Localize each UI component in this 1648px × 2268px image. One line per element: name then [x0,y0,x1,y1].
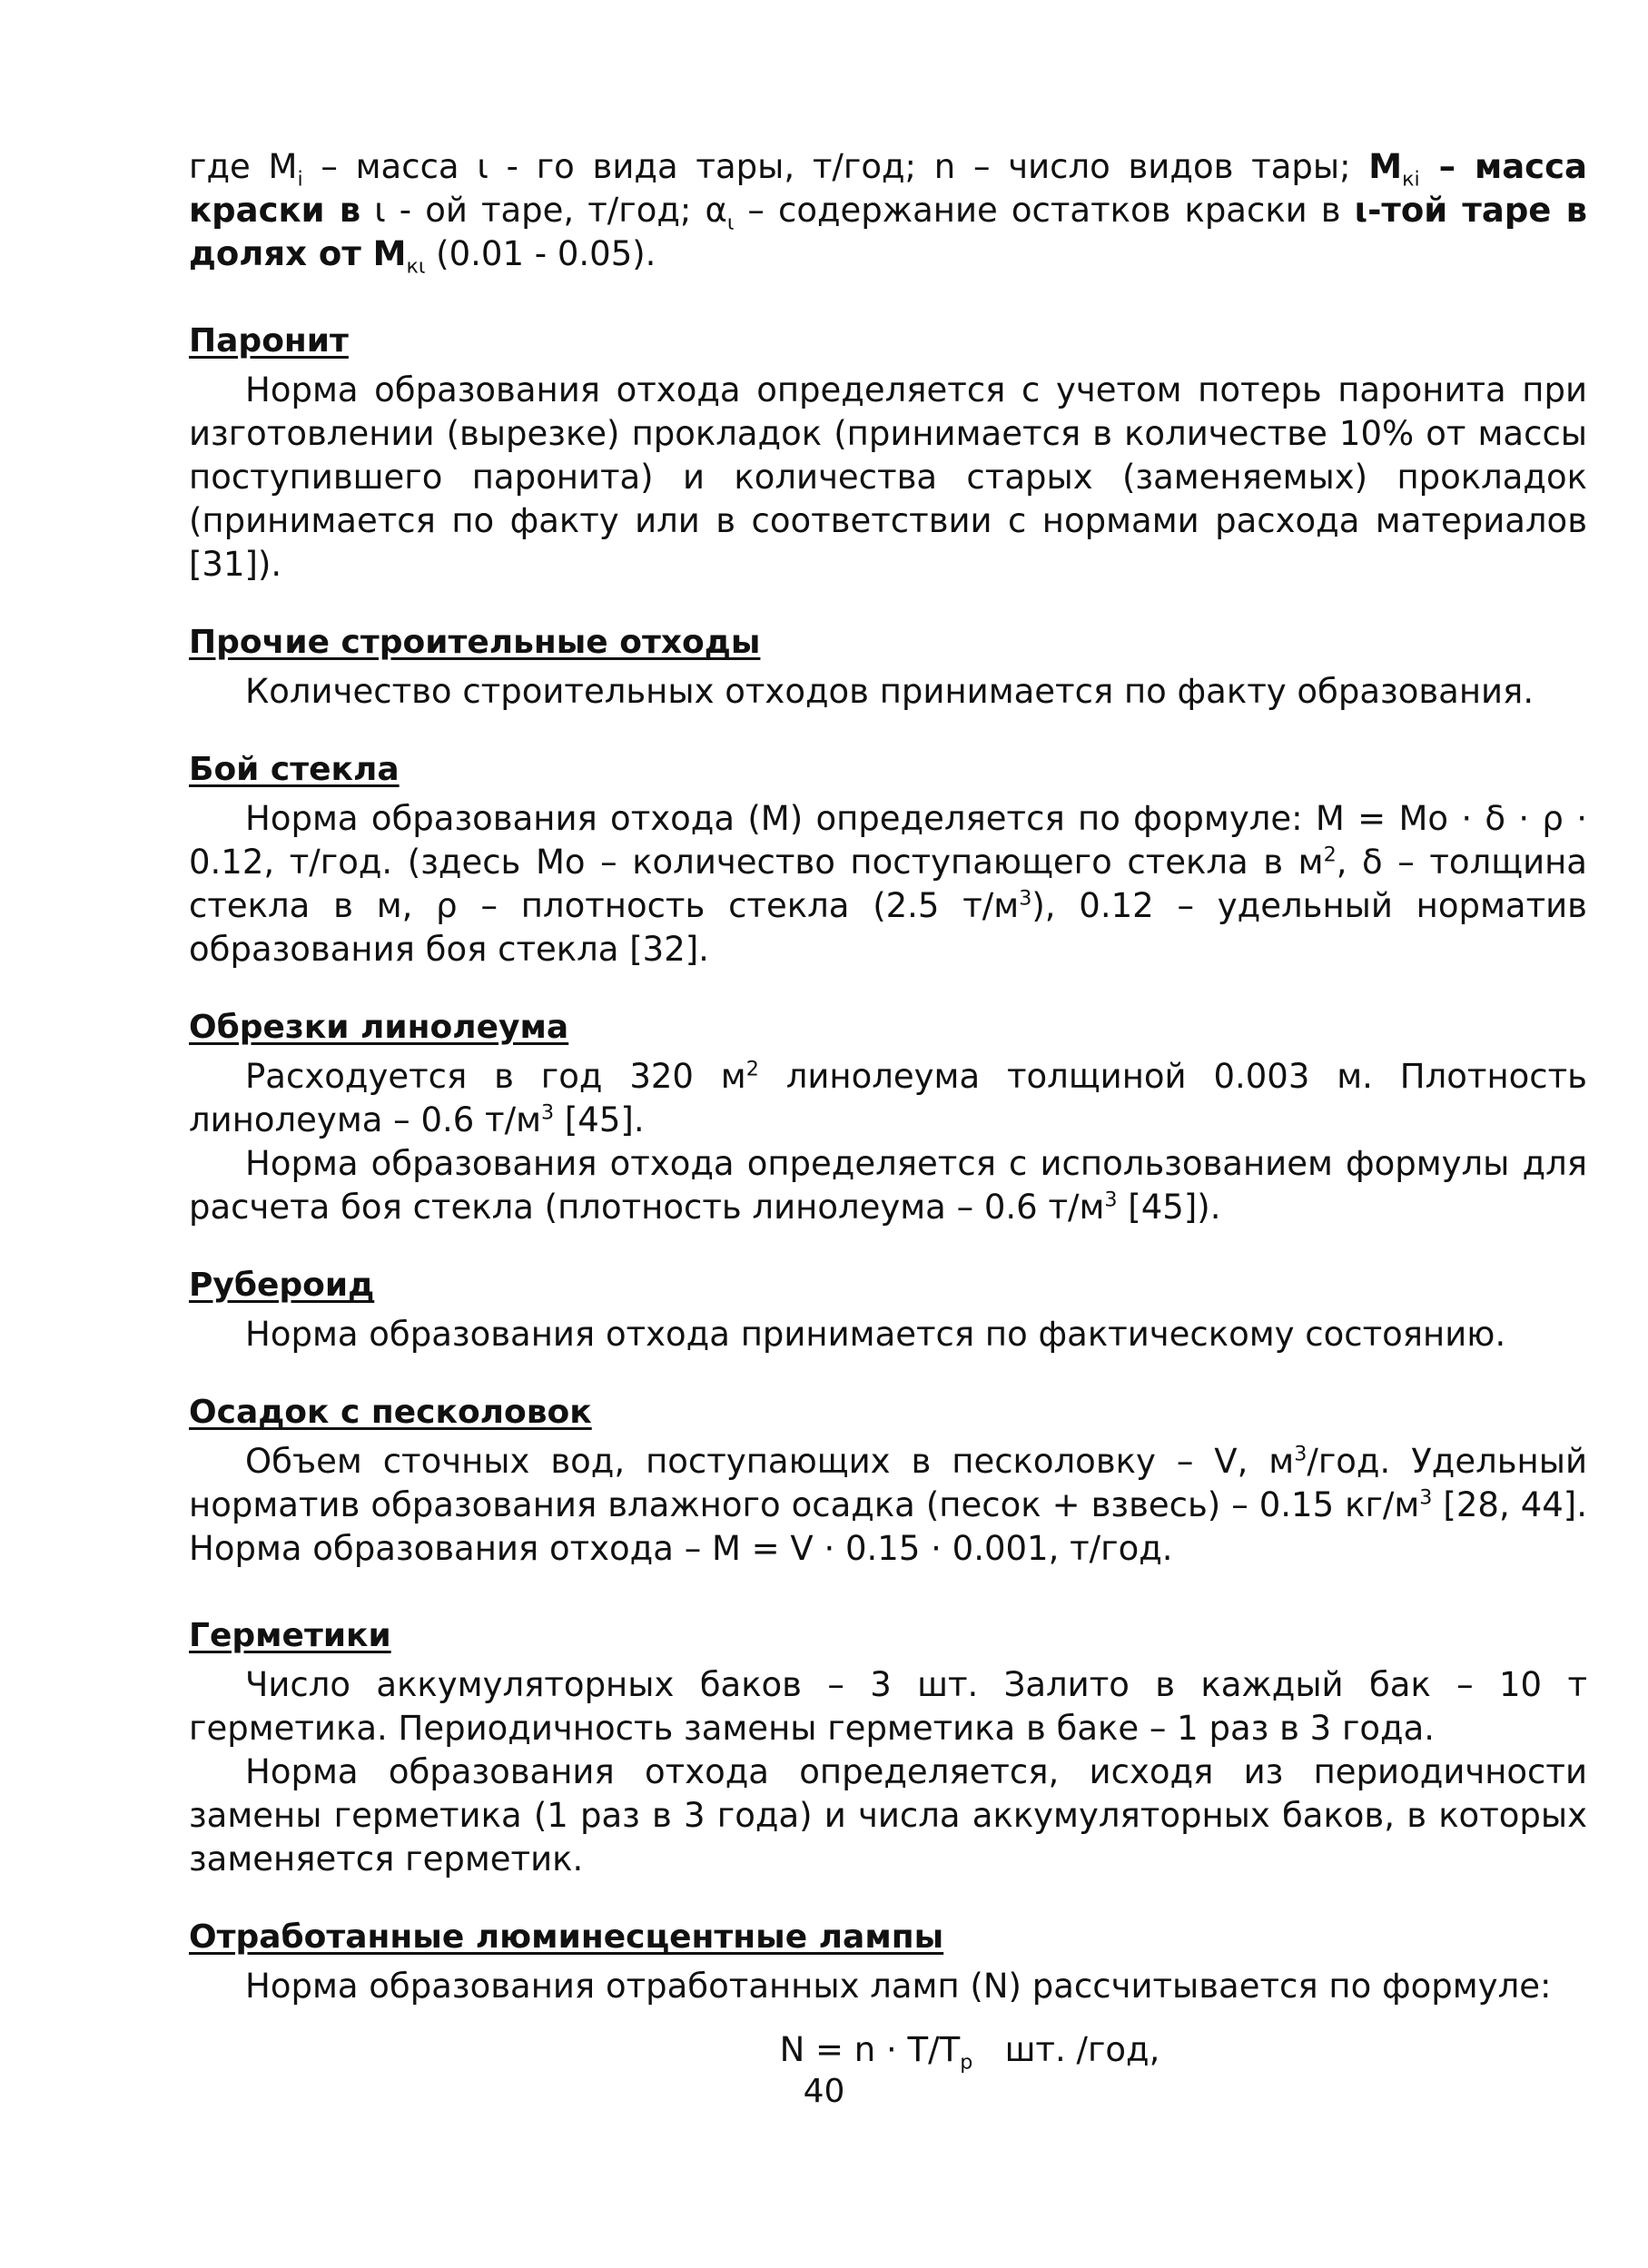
formula-unit: шт. /год, [972,2030,1160,2069]
section-text-ruberoid: Норма образования отхода принимается по фактическому состоянию. [245,1315,1506,1354]
section-title-linoleum: Обрезки линолеума [189,1009,569,1046]
section-text-sealants-1: Число аккумуляторных баков – 3 шт. Залито в каждый бак – 10 т герметика. Периодичность замены герметика в баке – 1 раз в 3 года. [189,1665,1587,1748]
section-title-paronit: Паронит [189,322,349,360]
subscript: ι [726,211,735,235]
section-text-sediment [189,1440,1587,1571]
linoleum-text: [45]. [554,1100,645,1139]
page-number: 40 [803,2073,845,2110]
section-text-linoleum-1 [189,1055,1587,1142]
section-title-ruberoid: Рубероид [189,1267,375,1304]
superscript: 2 [1323,843,1337,867]
superscript: 3 [540,1100,555,1125]
intro-text: – масса ι - го вида тары, т/год; n – число видов тары; [302,147,1369,186]
intro-paragraph [189,145,1587,279]
intro-bold-text: – масса краски в [189,147,1587,230]
glass-text: ), 0.12 – удельный норматив образования боя стекла [32]. [189,886,1587,969]
linoleum-text: Расходуется в год 320 м [245,1057,746,1096]
superscript: 3 [1104,1188,1118,1212]
section-text-glass [189,797,1587,971]
section-text-sealants-2: Норма образования отхода определяется, исходя из периодичности замены герметика (1 раз в 3 года) и числа аккумуляторных баков, в которых заменяется герметик. [189,1752,1587,1878]
section-title-sediment: Осадок с песколовок [189,1394,592,1431]
intro-bold-text: ι-той таре в долях от M [189,191,1587,273]
document-page [189,145,1587,2075]
intro-bold-text: M [1368,147,1403,186]
sediment-text: Объем сточных вод, поступающих в песколовку – V, м [245,1442,1295,1481]
subscript: р [960,2050,973,2075]
section-text-lamps: Норма образования отработанных ламп (N) рассчитывается по формуле: [245,1967,1552,2006]
subscript: i [297,167,303,192]
intro-text: – содержание остатков краски в [734,191,1355,230]
intro-text: (0.01 - 0.05). [425,234,656,273]
subscript: кi [1402,167,1420,192]
intro-text: где M [189,147,298,186]
superscript: 3 [1019,886,1032,911]
linoleum-text: [45]). [1117,1188,1221,1227]
linoleum-text: линолеума толщиной 0.003 м. Плотность линолеума – 0.6 т/м [189,1057,1587,1139]
section-text-linoleum-2 [189,1142,1587,1229]
superscript: 2 [745,1057,759,1081]
superscript: 3 [1294,1442,1308,1466]
formula-text: N = n · T/T [779,2030,961,2069]
glass-text: Норма образования отхода (M) определяется по формуле: M = Mo · δ · ρ · 0.12, т/год. (здесь Mo – количество поступающего стекла в м [189,799,1587,882]
section-title-glass: Бой стекла [189,751,400,788]
section-title-lamps: Отработанные люминесцентные лампы [189,1918,944,1956]
section-title-construction: Прочие строительные отходы [189,624,761,661]
section-text-construction: Количество строительных отходов принимается по факту образования. [245,672,1535,711]
linoleum-text: Норма образования отхода определяется с использованием формулы для расчета боя стекла (плотность линолеума – 0.6 т/м [189,1144,1587,1227]
sediment-text: [28, 44]. Норма образования отхода – M = V · 0.15 · 0.001, т/год. [189,1485,1587,1568]
intro-text: ι - ой таре, т/год; α [360,191,727,230]
superscript: 3 [1419,1485,1433,1510]
section-title-sealants: Герметики [189,1617,391,1654]
sediment-text: /год. Удельный норматив образования влажного осадка (песок + взвесь) – 0.15 кг/м [189,1442,1587,1524]
glass-text: , δ – толщина стекла в м, ρ – плотность стекла (2.5 т/м [189,843,1587,925]
subscript: кι [406,254,426,279]
section-text-paronit: Норма образования отхода определяется с учетом потерь паронита при изготовлении (вырезке) прокладок (принимается в количестве 10% от массы поступившего паронита) и количества старых (заменяемых) прокладок (принимается по факту или в соответствии с нормами расхода материалов [31]). [189,370,1587,584]
lamps-formula [189,2028,1587,2075]
